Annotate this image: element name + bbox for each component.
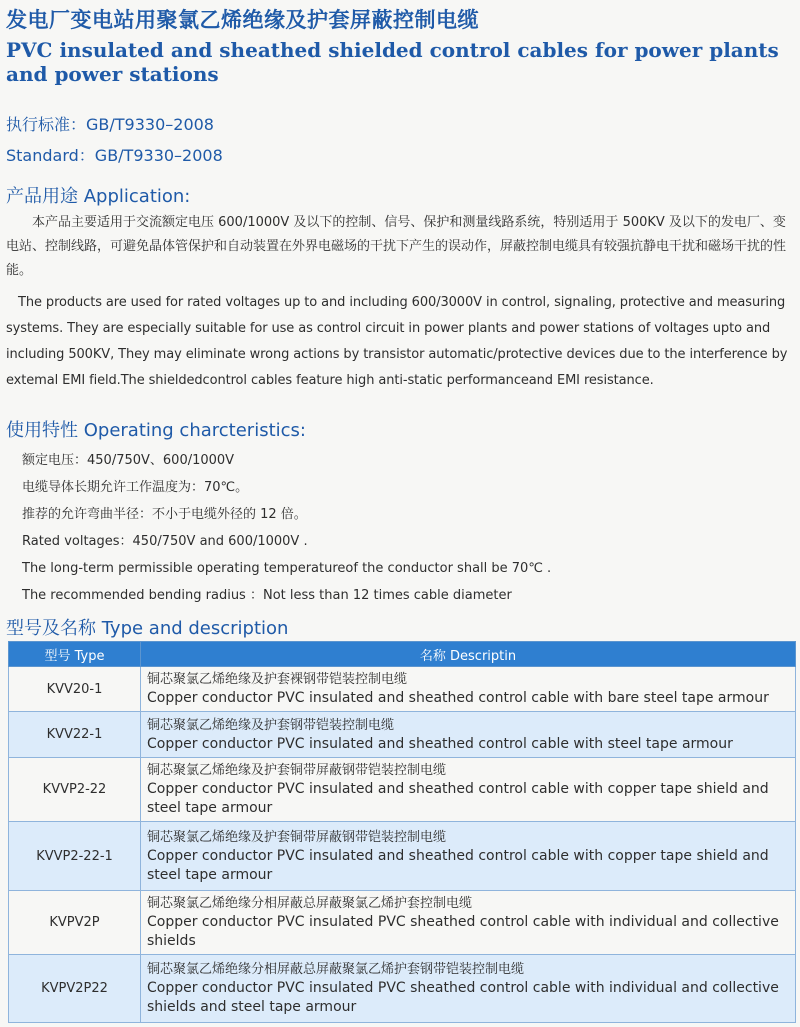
operating-line: 推荐的允许弯曲半径：不小于电缆外径的 12 倍。: [22, 507, 307, 522]
description-en: Copper conductor PVC insulated and sheathed control cable with copper tape shield and steel tape armour: [147, 847, 769, 883]
type-description-table: [8, 641, 796, 1023]
description-cn: 铜芯聚氯乙烯绝缘及护套钢带铠装控制电缆: [147, 717, 395, 733]
description-cell: [141, 758, 796, 822]
description-en: Copper conductor PVC insulated and sheathed control cable with copper tape shield and steel tape armour: [147, 781, 769, 816]
description-en: Copper conductor PVC insulated PVC sheathed control cable with individual and collective shields and steel tape armour: [147, 980, 779, 1015]
type-cell: KVV22-1: [9, 712, 141, 758]
operating-line: Rated voltages：450/750V and 600/1000V .: [22, 534, 308, 549]
operating-line: The recommended bending radius ：Not less than 12 times cable diameter: [22, 588, 512, 603]
table-row: [9, 822, 796, 891]
type-description-heading: 型号及名称 Type and description: [6, 618, 289, 639]
description-cn: 铜芯聚氯乙烯绝缘及护套铜带屏蔽钢带铠装控制电缆: [147, 763, 447, 778]
description-cell: [141, 712, 796, 758]
table-row: [9, 712, 796, 758]
type-cell: KVPV2P22: [9, 955, 141, 1023]
standard-en: Standard：GB/T9330–2008: [6, 146, 223, 165]
column-header-description: 名称 Descriptin: [141, 642, 796, 667]
table-header-row: [9, 642, 796, 667]
description-cn: 铜芯聚氯乙烯绝缘及护套裸钢带铠装控制电缆: [147, 672, 408, 687]
page-title-cn: 发电厂变电站用聚氯乙烯绝缘及护套屏蔽控制电缆: [6, 7, 479, 32]
description-en: Copper conductor PVC insulated and sheathed control cable with bare steel tape armour: [147, 690, 769, 706]
operating-list: [22, 447, 551, 609]
application-text-en: The products are used for rated voltages up to and including 600/3000V in control, signaling, protective and measuring systems. They are especially suitable for use as control circuit in power plants and power stations of voltages upto and including 500KV, They may eliminate wrong actions by transistor automatic/protective devices due to the interference by extemal EMI field.The shieldedcontrol cables feature high anti-static performanceand EMI resistance.: [6, 295, 788, 388]
description-cn: 铜芯聚氯乙烯绝缘及护套铜带屏蔽钢带铠装控制电缆: [147, 829, 447, 845]
description-cell: [141, 822, 796, 891]
description-en: Copper conductor PVC insulated and sheathed control cable with steel tape armour: [147, 735, 733, 752]
page-title-en: PVC insulated and sheathed shielded control cables for power plants and power stations: [6, 38, 779, 86]
operating-line: 额定电压：450/750V、600/1000V: [22, 453, 235, 468]
application-heading: 产品用途 Application:: [6, 186, 191, 207]
type-cell: KVV20-1: [9, 667, 141, 712]
operating-line: 电缆导体长期允许工作温度为：70℃。: [22, 480, 249, 495]
description-cn: 铜芯聚氯乙烯绝缘分相屏蔽总屏蔽聚氯乙烯护套钢带铠装控制电缆: [147, 962, 525, 977]
standard-cn: 执行标准：GB/T9330–2008: [6, 115, 214, 134]
column-header-type: 型号 Type: [9, 642, 141, 667]
type-cell: KVVP2-22: [9, 758, 141, 822]
type-cell: KVVP2-22-1: [9, 822, 141, 891]
table-row: [9, 955, 796, 1023]
operating-line: The long-term permissible operating temperatureof the conductor shall be 70℃ .: [22, 561, 552, 576]
table-row: [9, 667, 796, 712]
table-row: [9, 891, 796, 955]
description-cn: 铜芯聚氯乙烯绝缘分相屏蔽总屏蔽聚氯乙烯护套控制电缆: [147, 896, 473, 911]
description-cell: [141, 891, 796, 955]
table-row: [9, 758, 796, 822]
description-en: Copper conductor PVC insulated PVC sheathed control cable with individual and collective shields: [147, 914, 779, 949]
type-cell: KVPV2P: [9, 891, 141, 955]
application-text-cn: 本产品主要适用于交流额定电压 600/1000V 及以下的控制、信号、保护和测量线路系统，特别适用于 500KV 及以下的发电厂、变电站、控制线路，可避免晶体管保护和自动装置在外界电磁场的干扰下产生的误动作，屏蔽控制电缆具有较强抗静电干扰和磁场干扰的性能。: [6, 215, 787, 278]
description-cell: [141, 667, 796, 712]
description-cell: [141, 955, 796, 1023]
operating-heading: 使用特性 Operating charcteristics:: [6, 420, 306, 441]
